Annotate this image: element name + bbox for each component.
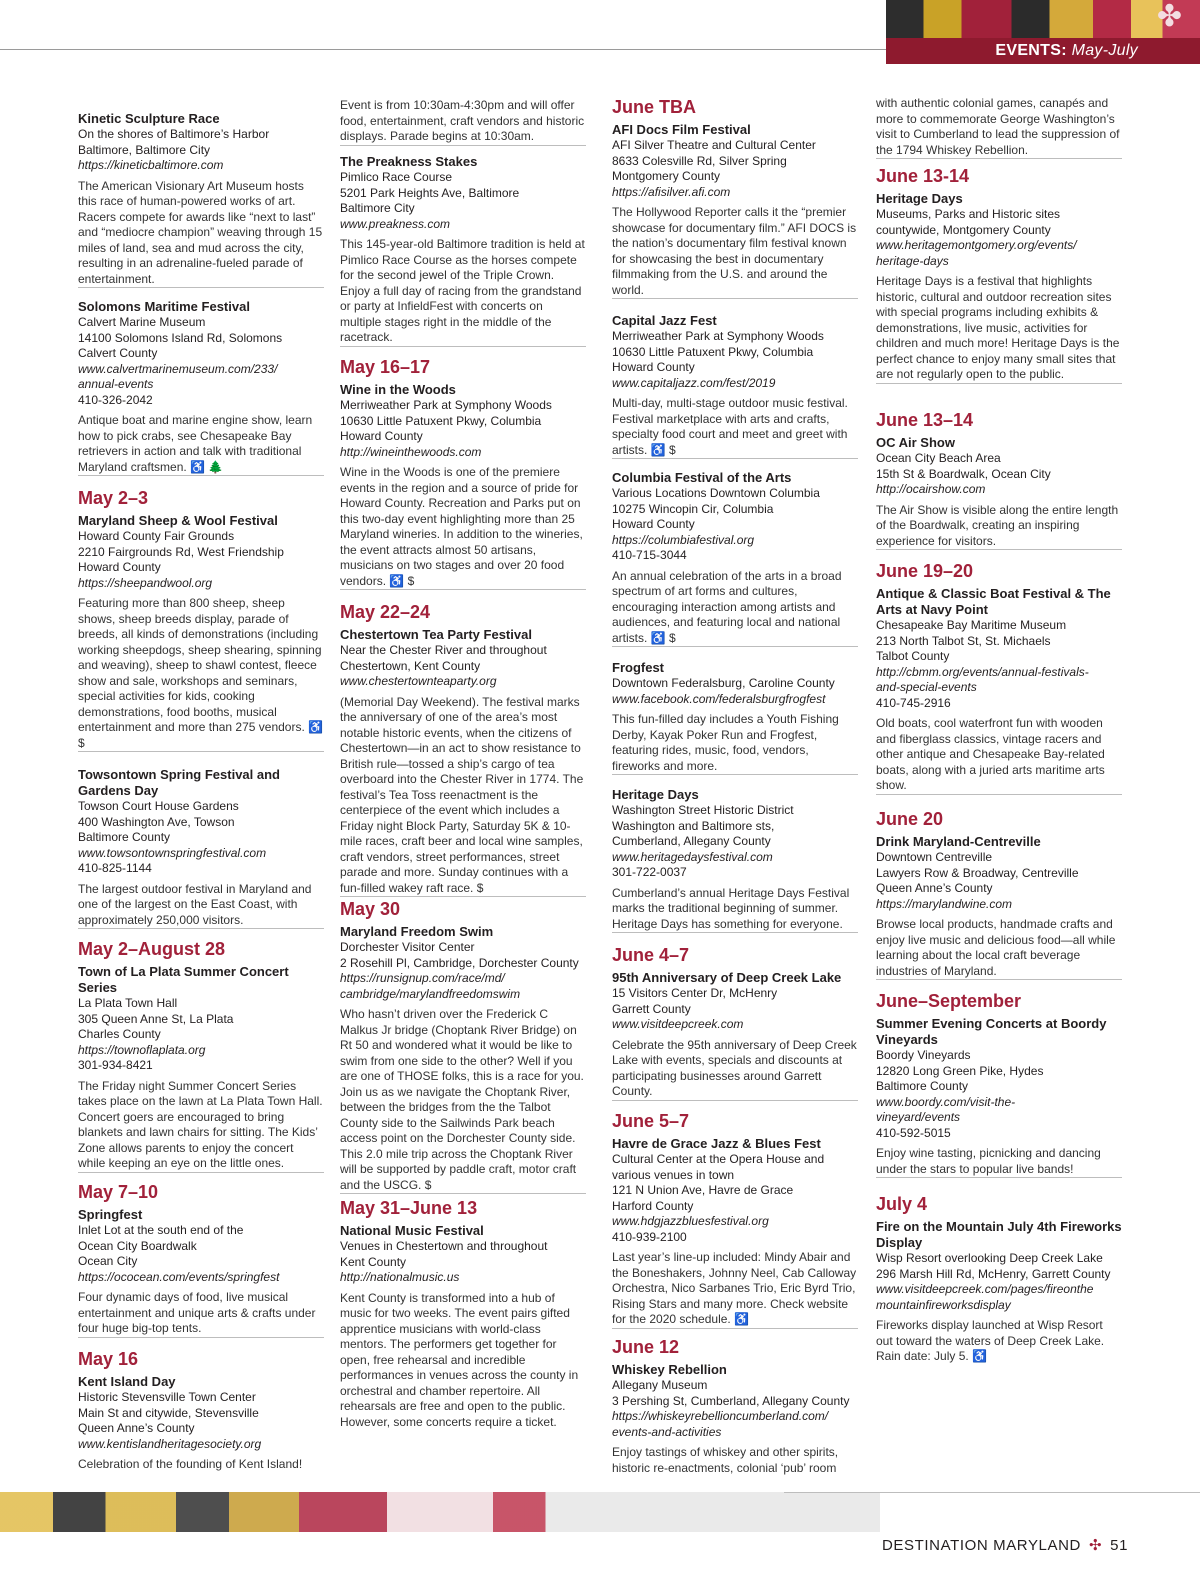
event-description: (Memorial Day Weekend). The festival marks the anniversary of one of the area’s most notable historic events, when the citizens of Chestertown—in an act to show resistance to British rule—tossed a ship’s cargo of tea overboard into the Chester River in 1774. The festival’s Tea Toss reenactment is the centerpiece of the event which includes a Friday night Block Party, Saturday 5K & 10-mile races, craft beer and local wine samples, craft vendors, street performances, street parade and more. Sunday continues with a fun-filled wakey raft race. $ [340,694,584,895]
event-address: 10275 Wincopin Cir, Columbia [612,501,774,516]
flag-cross-icon: ✣ [1088,1536,1103,1554]
event-venue: Various Locations Downtown Columbia [612,486,820,500]
event-county: Cumberland, Allegany County [612,834,771,848]
event-title: Heritage Days [612,787,699,802]
event-title: Havre de Grace Jazz & Blues Fest [612,1136,821,1151]
event-entry [612,96,858,299]
event-entry [612,313,858,459]
page-number: 51 [1110,1537,1129,1554]
event-title: Wine in the Woods [340,382,456,397]
event-description: Wine in the Woods is one of the premiere events in the region and a source of pride for Howard County. Recreation and Parks put on this two-day event highlighting more than 25 Maryland wineries. In addition to the wineries, the event attracts almost 50 artisans, musicians on two stages and over 20 food vendors. ♿ $ [340,465,583,588]
event-address: 3 Pershing St, Cumberland, Allegany County [612,1393,850,1408]
event-link[interactable]: www.heritagedaysfestival.com [612,849,773,864]
event-address: 5201 Park Heights Ave, Baltimore [340,185,520,200]
event-entry [876,990,1122,1178]
event-description: The Friday night Summer Concert Series takes place on the lawn at La Plata Town Hall. Concert goers are encouraged to bring blankets and lawn chairs for sitting. The Kids’ Zone allows parents to enjoy the concert while keeping an eye on the little ones. [78,1078,323,1170]
event-venue: Dorchester Visitor Center [340,940,475,954]
event-venue: Allegany Museum [612,1378,708,1392]
event-title: Capital Jazz Fest [612,313,717,328]
event-link[interactable]: https://ococean.com/events/springfest [78,1269,280,1284]
event-entry [340,601,586,897]
event-county: Garrett County [612,1001,691,1016]
event-address: 8633 Colesville Rd, Silver Spring [612,153,787,168]
event-link[interactable]: www.facebook.com/federalsburgfrogfest [612,691,826,706]
event-date: June–September [876,991,1022,1011]
event-phone: 301-934-8421 [78,1058,153,1072]
event-entry [876,165,1122,384]
event-title: 95th Anniversary of Deep Creek Lake [612,970,842,985]
event-description: Enjoy wine tasting, picnicking and dancing under the stars to popular live bands! [876,1146,1101,1176]
event-entry [876,409,1122,550]
event-date: May 22–24 [340,602,431,622]
event-entry [340,356,586,590]
section-banner [886,38,1200,64]
event-link[interactable]: https://marylandwine.com [876,896,1013,911]
event-date: June TBA [612,97,697,117]
event-description: Four dynamic days of food, live musical entertainment and unique arts & crafts under four huge big-top tents. [78,1290,316,1335]
event-county: Queen Anne’s County [876,881,993,895]
event-link[interactable]: www.heritagemontgomery.org/events/ [876,238,1077,252]
event-county: Howard County [340,429,423,443]
event-title: Kent Island Day [78,1374,176,1389]
event-date: May 16–17 [340,357,431,377]
event-venue: Wisp Resort overlooking Deep Creek Lake [876,1251,1103,1265]
event-title: Town of La Plata Summer Concert Series [78,964,289,995]
event-entry [612,660,858,775]
event-title: Drink Maryland-Centreville [876,834,1041,849]
header-rule [0,49,886,50]
event-venue: Downtown Centreville [876,850,993,864]
event-county: Harford County [612,1198,694,1213]
event-county: Queen Anne’s County [78,1421,195,1435]
event-title: Fire on the Mountain July 4th Fireworks Display [876,1219,1122,1250]
event-entry [612,470,858,647]
event-link[interactable]: www.boordy.com/visit-the- [876,1094,1016,1109]
event-link[interactable]: www.capitaljazz.com/fest/2019 [612,375,776,390]
event-phone: 410-592-5015 [876,1125,951,1140]
event-title: National Music Festival [340,1223,484,1238]
event-date: May 30 [340,899,401,919]
event-address: 400 Washington Ave, Towson [78,814,235,829]
page-footer [882,1536,1128,1554]
event-link[interactable]: http://nationalmusic.us [340,1270,460,1284]
event-link-cont[interactable]: cambridge/marylandfreedomswim [340,986,521,1001]
event-venue: Ocean City Beach Area [876,451,1001,465]
event-phone: 410-326-2042 [78,392,153,407]
event-description: Cumberland’s annual Heritage Days Festival marks the traditional beginning of summer. Heritage Days has something for everyone. [612,885,850,931]
event-link-cont[interactable]: heritage-days [876,253,949,268]
event-entry [612,944,858,1101]
event-county: Calvert County [78,346,158,360]
event-date: June 12 [612,1337,680,1357]
event-venue: Boordy Vineyards [876,1048,971,1062]
event-title: Antique & Classic Boat Festival & The Arts at Navy Point [876,586,1111,617]
event-date: May 7–10 [78,1182,159,1202]
event-venue: Calvert Marine Museum [78,315,206,329]
event-title: Chestertown Tea Party Festival [340,627,532,642]
event-entry [340,98,586,146]
event-venue: On the shores of Baltimore’s Harbor [78,127,270,141]
event-address: Ocean City Boardwalk [78,1238,197,1253]
event-venue: Downtown Federalsburg, Caroline County [612,676,835,690]
event-entry [876,1193,1122,1365]
event-title: Springfest [78,1207,143,1222]
event-description: Celebrate the 95th anniversary of Deep Creek Lake with events, specials and discounts at participating businesses around Garrett County. [612,1037,857,1098]
event-county: Montgomery County [612,169,721,183]
event-date: June 13–14 [876,410,974,430]
event-link[interactable]: www.preakness.com [340,216,451,231]
event-address: 14100 Solomons Island Rd, Solomons [78,330,283,345]
event-venue: Museums, Parks and Historic sites [876,207,1061,221]
event-address: 15 Visitors Center Dr, McHenry [612,986,778,1000]
event-address: 296 Marsh Hill Rd, McHenry, Garrett County [876,1266,1111,1281]
event-address: 10630 Little Patuxent Pkwy, Columbia [340,413,542,428]
event-entry [612,787,858,933]
event-link[interactable]: http://wineinthewoods.com [340,444,482,459]
event-phone: 410-715-3044 [612,548,687,562]
event-description: Heritage Days is a festival that highlights historic, cultural and outdoor recreation sites with special programs including exhibits & demonstrations, live music, activities for children and much more! Heritage Days is the perfect chance to enjoy many small sites that are not regularly open to the public. [876,274,1120,381]
event-date: July 4 [876,1194,928,1214]
event-link[interactable]: www.calvertmarinemuseum.com/233/ [78,361,278,376]
event-title: Frogfest [612,660,664,675]
event-venue: Howard County Fair Grounds [78,529,235,543]
event-link[interactable]: https://whiskeyrebellioncumberland.com/ [612,1409,829,1423]
event-venue: Washington Street Historic District [612,803,794,817]
event-venue: Near the Chester River and throughout [340,643,547,657]
event-address: 213 North Talbot St, St. Michaels [876,633,1051,648]
section-label: EVENTS: [995,42,1067,59]
event-address: Main St and citywide, Stevensville [78,1405,259,1420]
event-entry [612,1336,858,1476]
event-entry [78,487,324,752]
event-entry [340,898,586,1194]
event-venue: Towson Court House Gardens [78,799,239,813]
event-venue: Merriweather Park at Symphony Woods [340,398,552,412]
event-title: Summer Evening Concerts at Boordy Vineyards [876,1016,1107,1047]
event-address: 121 N Union Ave, Havre de Grace [612,1183,794,1197]
event-description: with authentic colonial games, canapés and more to commemorate George Washington’s visit to Cumberland to lead the suppression of the 1794 Whiskey Rebellion. [876,96,1120,157]
event-description: Browse local products, handmade crafts and enjoy live music and delicious food—all while learning about the local craft beverage industries of Maryland. [876,917,1116,978]
event-title: The Preakness Stakes [340,154,478,169]
event-date: June 20 [876,809,944,829]
event-description: The Hollywood Reporter calls it the “premier showcase for documentary film.” AFI DOCS is the nation’s documentary film festival known for showcasing the best in documentary filmmaking from the U.S. and around the world. [612,205,857,297]
event-description: The Air Show is visible along the entire length of the Boardwalk, creating an inspiring experience for visitors. [876,502,1119,548]
event-title: Kinetic Sculpture Race [78,111,220,126]
event-county: Baltimore County [876,1079,969,1093]
event-phone: 301-722-0037 [612,865,687,879]
event-link[interactable]: www.hdgjazzbluesfestival.org [612,1214,769,1228]
event-link-cont[interactable]: events-and-activities [612,1424,722,1439]
event-link[interactable]: http://ocairshow.com [876,482,986,496]
event-title: Maryland Freedom Swim [340,924,494,939]
event-venue: La Plata Town Hall [78,996,178,1010]
event-county: Charles County [78,1027,161,1041]
event-entry [78,299,324,476]
event-link[interactable]: www.visitdeepcreek.com [612,1017,744,1031]
event-address: 2 Rosehill Pl, Cambridge, Dorchester County [340,955,579,970]
event-venue: AFI Silver Theatre and Cultural Center [612,138,816,152]
event-phone: 410-745-2916 [876,695,951,710]
event-phone: 410-939-2100 [612,1229,687,1244]
event-link[interactable]: www.visitdeepcreek.com/pages/fireonthe [876,1282,1094,1296]
event-address: Lawyers Row & Broadway, Centreville [876,865,1079,880]
event-description: Kent County is transformed into a hub of music for two weeks. The event pairs gifted apprentice musicians with world-class mentors. The performers get together for open, free rehearsal and incredible performances in venues across the county in orchestral and chamber repertoire. All rehearsals are free and open to the public. However, some concerts require a ticket. [340,1290,579,1429]
event-county: Howard County [612,360,695,374]
event-title: Whiskey Rebellion [612,1362,727,1377]
event-venue: Chesapeake Bay Maritime Museum [876,618,1067,632]
event-address: 305 Queen Anne St, La Plata [78,1011,234,1026]
event-venue: Inlet Lot at the south end of the [78,1223,244,1237]
footer-flag-pattern [0,1492,880,1532]
event-county: Baltimore County [78,830,171,844]
event-phone: 410-825-1144 [78,861,152,875]
event-link-cont[interactable]: and-special-events [876,680,977,694]
event-entry [78,1348,324,1473]
event-date: June 19–20 [876,561,974,581]
event-county: Ocean City [78,1254,138,1268]
event-link[interactable]: https://townoflaplata.org [78,1042,206,1057]
event-link[interactable]: https://kineticbaltimore.com [78,158,224,172]
event-venue: Merriweather Park at Symphony Woods [612,329,824,343]
event-description: This fun-filled day includes a Youth Fishing Derby, Kayak Poker Run and Frogfest, featuring rides, music, food, vendors, fireworks and more. [612,712,839,773]
event-link[interactable]: www.towsontownspringfestival.com [78,845,267,860]
event-entry [78,938,324,1173]
flag-cross-icon: ✤ [1156,0,1182,34]
header-flag-pattern [886,0,1200,38]
event-description: Enjoy tastings of whiskey and other spirits, historic re-enactments, colonial ‘pub’ room [612,1445,839,1475]
event-description: Multi-day, multi-stage outdoor music festival. Festival marketplace with arts and crafts, specialty food court and meet and greet with artists. ♿ $ [612,396,848,457]
event-title: Heritage Days [876,191,963,206]
event-venue: Venues in Chestertown and throughout [340,1239,548,1253]
event-venue: Historic Stevensville Town Center [78,1390,256,1404]
event-description: Who hasn’t driven over the Frederick C Malkus Jr bridge (Choptank River Bridge) on Rt 50 and wondered what it would be like to swim from one side to the other? Well if you are one of THOSE folks, this is a race for you. Join us as we navigate the Choptank River, between the bridges from the the Talbot County side to the Sailwinds Park beach access point on the Dorchester County side. This 2.0 mile trip across the Choptank River will be supported by paddle craft, motor craft and the USCG. $ [340,1007,584,1192]
event-description: This 145-year-old Baltimore tradition is held at Pimlico Race Course as the horses compete for the second jewel of the Triple Crown. Enjoy a full day of racing from the grandstand or party at InfieldFest with concerts on multiple stages right in the middle of the racetrack. [340,237,585,344]
event-county: Kent County [340,1254,407,1269]
event-entry [78,111,324,288]
event-date: June 5–7 [612,1111,690,1131]
event-description: The largest outdoor festival in Maryland and one of the largest on the East Coast, with approximately 250,000 visitors. [78,881,312,927]
event-link-cont[interactable]: mountainfireworksdisplay [876,1297,1011,1312]
footer-rule [784,1492,1200,1493]
event-county: Howard County [612,517,695,531]
event-address: 15th St & Boardwalk, Ocean City [876,466,1051,481]
event-date: June 13-14 [876,166,970,186]
event-title: AFI Docs Film Festival [612,122,751,137]
event-description: Featuring more than 800 sheep, sheep shows, sheep breeds display, parade of breeds, all kinds of demonstrations (including working sheepdogs, sheep shearing, spinning and weaving), sheep to shawl contest, fleece show and sale, workshops and seminars, special activities for kids, cooking demonstrations, food booths, musical entertainment and more than 275 vendors. ♿ $ [78,596,324,750]
event-entry [612,1110,858,1329]
event-description: The American Visionary Art Museum hosts this race of human-powered works of art. Racers compete for awards like “next to last” and “mediocre champion” weaving through 15 miles of land, sea and mud across the city, resulting in an adrenaline-fueled parade of entertainment. [78,178,323,286]
event-link[interactable]: https://columbiafestival.org [612,532,755,547]
event-description: Celebration of the founding of Kent Island! [78,1457,303,1471]
event-link[interactable]: http://cbmm.org/events/annual-festivals- [876,664,1089,679]
event-description: Fireworks display launched at Wisp Resort out toward the waters of Deep Creek Lake. Rain date: July 5. ♿ [876,1318,1105,1363]
event-title: Solomons Maritime Festival [78,299,250,314]
event-entry [876,560,1122,795]
event-description: Old boats, cool waterfront fun with wooden and fiberglass classics, vintage racers and other antique and Chesapeake Bay-related boats, along with a juried arts maritime arts show. [876,716,1105,792]
event-date: May 2–August 28 [78,939,226,959]
event-entry [78,767,324,929]
event-link-cont[interactable]: annual-events [78,377,154,391]
event-title: OC Air Show [876,435,955,450]
event-link[interactable]: www.chestertownteaparty.org [340,674,497,688]
event-link[interactable]: https://sheepandwool.org [78,575,213,590]
section-period: May-July [1071,42,1138,59]
event-title: Towsontown Spring Festival and Gardens Day [78,767,280,798]
event-link-cont[interactable]: vineyard/events [876,1110,961,1124]
event-description: Event is from 10:30am-4:30pm and will offer food, entertainment, craft vendors and historic displays. Parade begins at 10:30am. [340,98,585,143]
event-entry [340,154,586,347]
event-entry [340,1197,586,1430]
event-address: 2210 Fairgrounds Rd, West Friendship [78,544,284,559]
event-venue-cont: various venues in town [612,1167,735,1182]
event-description: Antique boat and marine engine show, learn how to pick crabs, see Chesapeake Bay retrievers in action and talk with traditional Maryland craftsmen. ♿ 🌲 [78,413,313,474]
event-link[interactable]: www.kentislandheritagesociety.org [78,1436,262,1451]
event-entry [78,1181,324,1338]
event-title: Columbia Festival of the Arts [612,470,792,485]
event-link[interactable]: https://runsignup.com/race/md/ [340,971,505,985]
publication-name: DESTINATION MARYLAND [882,1537,1081,1554]
event-address: 12820 Long Green Pike, Hydes [876,1063,1044,1078]
event-address: Baltimore, Baltimore City [78,142,211,157]
event-address: countywide, Montgomery County [876,222,1051,237]
event-county: Baltimore City [340,201,415,215]
event-venue: Pimlico Race Course [340,170,453,184]
event-title: Maryland Sheep & Wool Festival [78,513,278,528]
event-entry [876,808,1122,980]
event-description: An annual celebration of the arts in a broad spectrum of art forms and cultures, encouraging interaction among artists and audiences, and featuring local and national artists. ♿ $ [612,568,842,645]
event-date: May 31–June 13 [340,1198,478,1218]
event-date: May 2–3 [78,488,149,508]
event-county: Talbot County [876,649,950,663]
event-description: Last year’s line-up included: Mindy Abair and the Boneshakers, Johnny Neel, Cab Calloway Orchestra, Nico Sarbanes Trio, Eric Byrd Trio, Rising Stars and many more. Check website for the 2020 schedule. ♿ [612,1250,857,1326]
event-county: Howard County [78,560,161,574]
event-address: Chestertown, Kent County [340,658,481,673]
event-venue: Cultural Center at the Opera House and [612,1152,825,1166]
event-date: June 4–7 [612,945,690,965]
event-date: May 16 [78,1349,139,1369]
event-link[interactable]: https://afisilver.afi.com [612,184,731,199]
event-address: 10630 Little Patuxent Pkwy, Columbia [612,344,814,359]
event-entry [876,96,1122,159]
event-address: Washington and Baltimore sts, [612,818,775,833]
